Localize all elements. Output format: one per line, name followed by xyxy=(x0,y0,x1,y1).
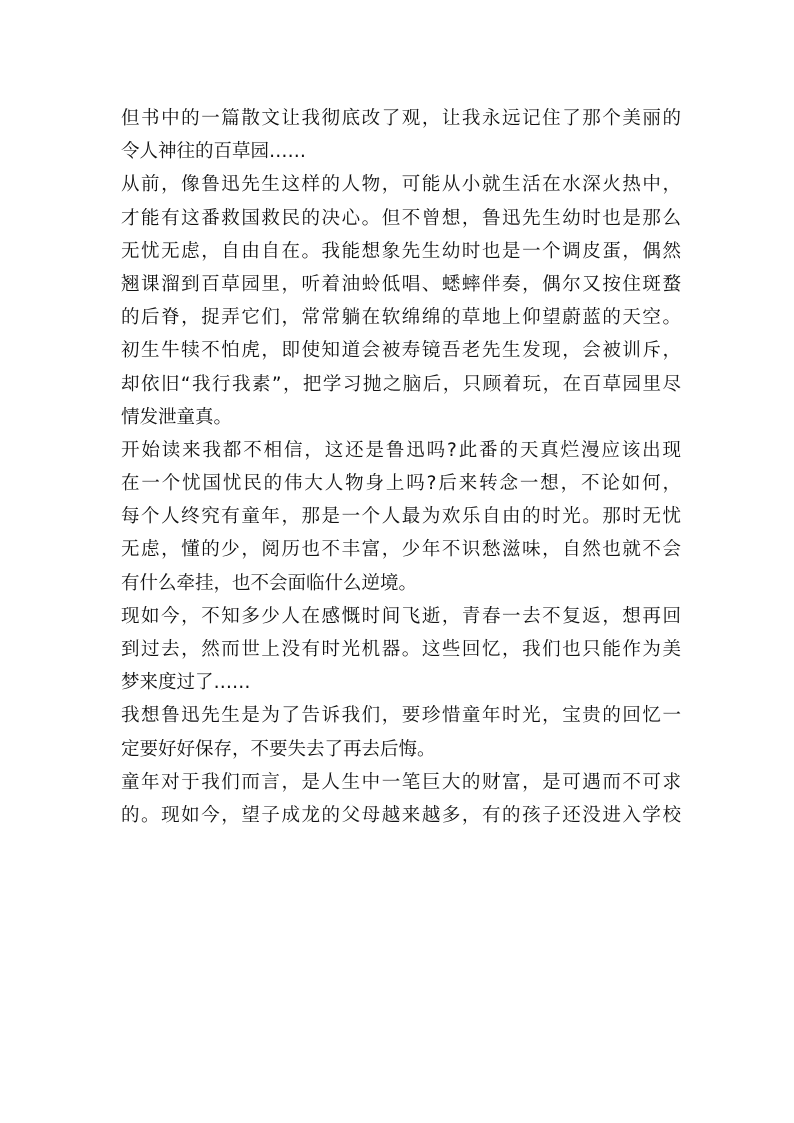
paragraph-2 xyxy=(121,168,681,434)
text-line: 的后脊，捉弄它们，常常躺在软绵绵的草地上仰望蔚蓝的天空。 xyxy=(121,307,681,329)
essay-body xyxy=(121,102,681,832)
text-line: 初生牛犊不怕虎，即使知道会被寿镜吾老先生发现，会被训斥， xyxy=(121,340,681,362)
text-line: 才能有这番救国救民的决心。但不曾想，鲁迅先生幼时也是那么 xyxy=(121,207,681,229)
text-line: 每个人终究有童年，那是一个人最为欢乐自由的时光。那时无忧 xyxy=(121,506,681,528)
paragraph-5 xyxy=(121,699,681,765)
text-line: 我想鲁迅先生是为了告诉我们，要珍惜童年时光，宝贵的回忆一 xyxy=(121,705,681,727)
paragraph-6 xyxy=(121,766,681,832)
text-line: 翘课溜到百草园里，听着油蛉低唱、蟋蟀伴奏，偶尔又按住斑蝥 xyxy=(121,273,681,295)
text-line: 无忧无虑，自由自在。我能想象先生幼时也是一个调皮蛋，偶然 xyxy=(121,240,681,262)
paragraph-4 xyxy=(121,600,681,700)
text-line: 定要好好保存，不要失去了再去后悔。 xyxy=(121,738,436,760)
text-line: 令人神往的百草园…… xyxy=(121,141,307,163)
text-line: 但书中的一篇散文让我彻底改了观，让我永远记住了那个美丽的 xyxy=(121,108,681,129)
text-line: 梦来度过了…… xyxy=(121,672,251,694)
text-line: 却依旧“我行我素”，把学习抛之脑后，只顾着玩，在百草园里尽 xyxy=(121,373,681,395)
text-line: 开始读来我都不相信，这还是鲁迅吗?此番的天真烂漫应该出现 xyxy=(121,439,681,461)
text-line: 情发泄童真。 xyxy=(121,406,233,428)
text-line: 从前，像鲁迅先生这样的人物，可能从小就生活在水深火热中， xyxy=(121,174,681,196)
text-line: 有什么牵挂，也不会面临什么逆境。 xyxy=(121,572,418,594)
text-line: 无虑，懂的少，阅历也不丰富，少年不识愁滋味，自然也就不会 xyxy=(121,539,681,561)
text-line: 的。现如今，望子成龙的父母越来越多，有的孩子还没进入学校 xyxy=(121,804,681,826)
text-line: 到过去，然而世上没有时光机器。这些回忆，我们也只能作为美 xyxy=(121,639,681,660)
text-line: 在一个忧国忧民的伟大人物身上吗?后来转念一想，不论如何， xyxy=(121,473,681,495)
paragraph-3 xyxy=(121,434,681,600)
paragraph-1 xyxy=(121,102,681,168)
text-line: 童年对于我们而言，是人生中一笔巨大的财富，是可遇而不可求 xyxy=(121,771,681,793)
text-line: 现如今，不知多少人在感慨时间飞逝，青春一去不复返，想再回 xyxy=(121,605,681,627)
